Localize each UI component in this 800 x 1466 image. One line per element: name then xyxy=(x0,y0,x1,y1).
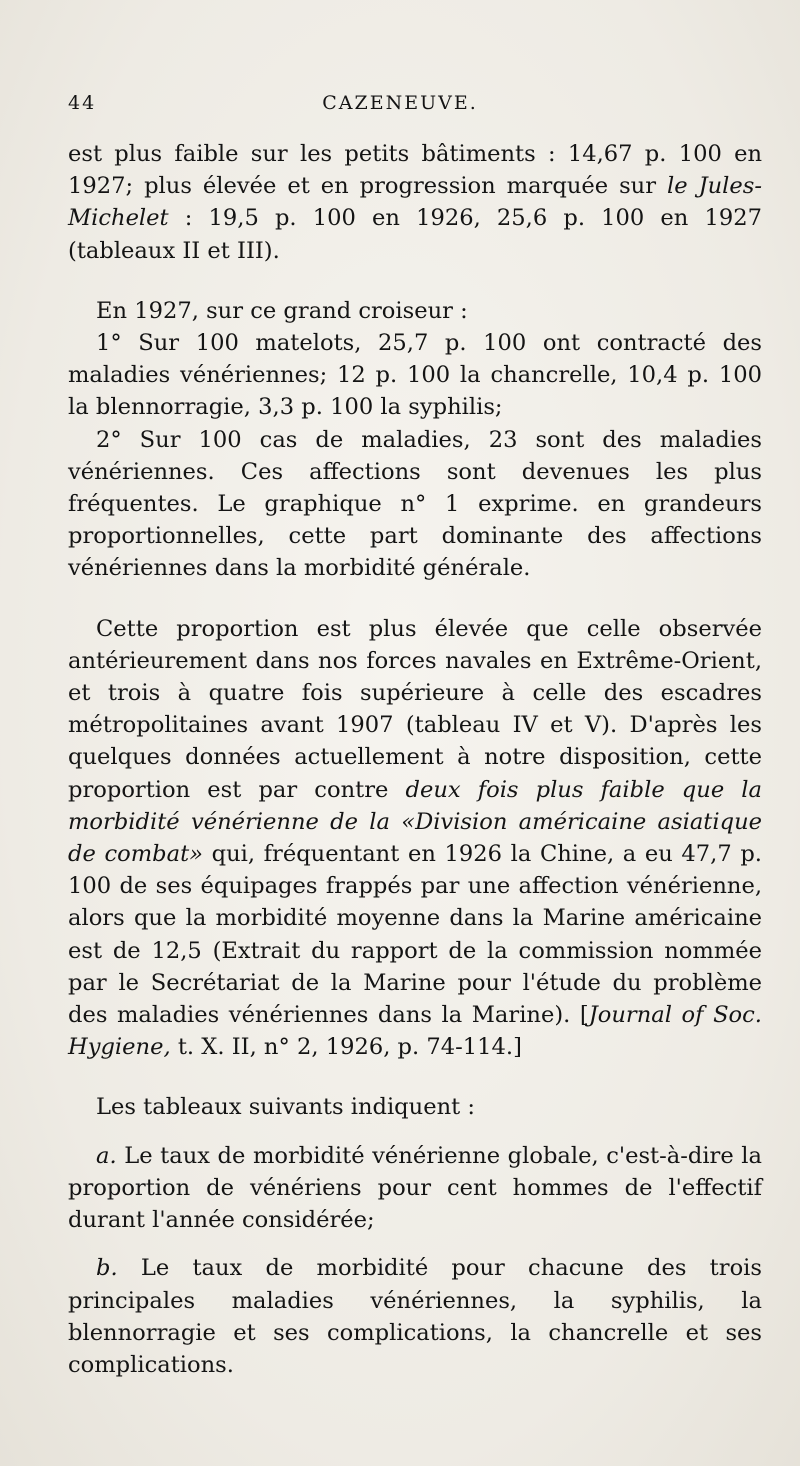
text-run: Cette proportion est plus élevée que celle observée antérieurement dans nos forces navales en Extrême-Orient, et trois à quatre fois supérieure à celle des escadres métropolitaines avant 1907 (tableau IV et V). D'après les quelques données actuellement à notre disposition, cette proportion est par contre xyxy=(68,615,762,803)
paragraph xyxy=(68,138,762,267)
text-run: est plus faible sur les petits bâtiments : 14,67 p. 100 en 1927; plus élevée et en progression marquée sur xyxy=(68,141,762,200)
list-item: 2° Sur 100 cas de maladies, 23 sont des maladies vénériennes. Ces affections sont devenues les plus fréquentes. Le graphique n° 1 exprime. en grandeurs proportionnelles, cette part dominante des affections vénériennes dans la morbidité générale. xyxy=(68,426,762,582)
journal-citation: Journal of Soc. Hygiene, xyxy=(68,1002,762,1061)
page-header xyxy=(68,92,732,122)
text-run: : 19,5 p. 100 en 1926, 25,6 p. 100 en 1927 (tableaux II et III). xyxy=(68,205,762,264)
page-body xyxy=(68,138,762,1381)
paragraph: Les tableaux suivants indiquent : xyxy=(96,1094,475,1121)
list-item xyxy=(68,1252,762,1381)
item-letter: a. xyxy=(96,1142,117,1169)
paragraph: En 1927, sur ce grand croiseur : xyxy=(96,297,468,324)
running-title: CAZENEUVE. xyxy=(322,92,478,114)
text-run: Le taux de morbidité vénérienne globale, c'est-à-dire la proportion de vénériens pour cent hommes de l'effectif durant l'année considérée; xyxy=(68,1142,762,1234)
text-run: Le taux de morbidité pour chacune des trois principales maladies vénériennes, la syphilis, la blennorragie et ses complications, la chancrelle et ses complications. xyxy=(68,1255,762,1378)
text-run: t. X. II, n° 2, 1926, p. 74-114.] xyxy=(170,1034,522,1061)
text-run: qui, fréquentant en 1926 la Chine, a eu 47,7 p. 100 de ses équipages frappés par une affection vénérienne, alors que la morbidité moyenne dans la Marine américaine est de 12,5 (Extrait du rapport de la commission nommée par le Secrétariat de la Marine pour l'étude du problème des maladies vénériennes dans la Marine). [ xyxy=(68,841,762,1029)
italic-emphasis: deux fois plus faible que la morbidité vénérienne de la «Division américaine asiatique de combat» xyxy=(68,776,762,868)
list-item: 1° Sur 100 matelots, 25,7 p. 100 ont contracté des maladies vénériennes; 12 p. 100 la chancrelle, 10,4 p. 100 la blennorragie, 3,3 p. 100 la syphilis; xyxy=(68,330,762,421)
italic-ship-name: le Jules-Michelet xyxy=(68,173,762,232)
list-item xyxy=(68,1140,762,1237)
item-letter: b. xyxy=(96,1255,118,1282)
paragraph xyxy=(68,613,762,1064)
page-number: 44 xyxy=(68,92,97,114)
